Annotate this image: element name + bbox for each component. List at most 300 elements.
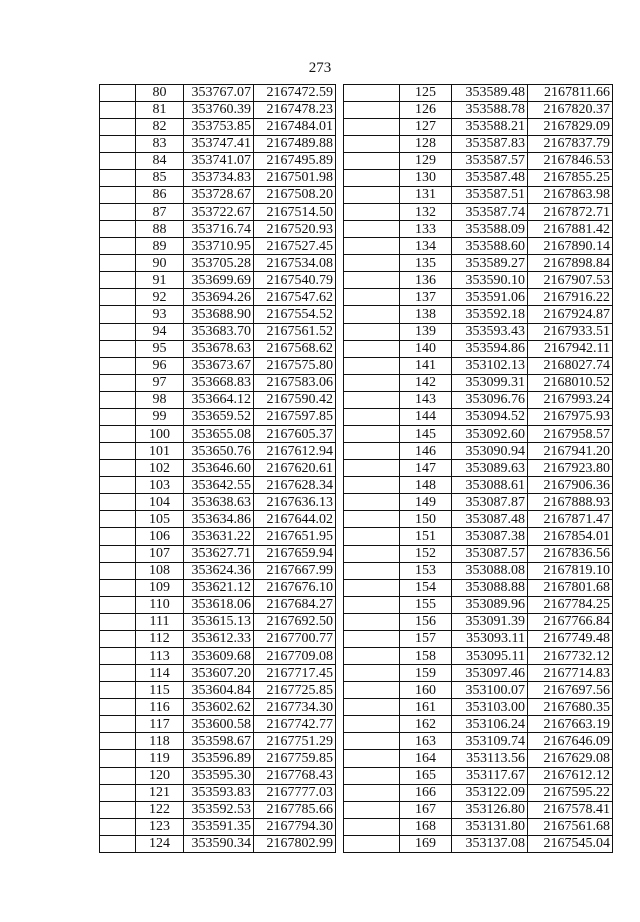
empty-cell [100, 101, 136, 118]
x-coordinate-cell: 353655.08 [184, 425, 254, 442]
x-coordinate-cell: 353668.83 [184, 374, 254, 391]
x-coordinate-cell: 353734.83 [184, 169, 254, 186]
x-coordinate-cell: 353683.70 [184, 323, 254, 340]
y-coordinate-cell: 2167545.04 [528, 835, 613, 852]
y-coordinate-cell: 2167561.52 [254, 323, 336, 340]
table-row [344, 750, 613, 767]
point-number-cell: 98 [136, 391, 184, 408]
table-row [100, 511, 336, 528]
empty-cell [344, 733, 400, 750]
y-coordinate-cell: 2167612.94 [254, 443, 336, 460]
x-coordinate-cell: 353113.56 [452, 750, 528, 767]
table-row [344, 272, 613, 289]
point-number-cell: 122 [136, 801, 184, 818]
y-coordinate-cell: 2167697.56 [528, 682, 613, 699]
table-row [344, 306, 613, 323]
y-coordinate-cell: 2167854.01 [528, 528, 613, 545]
x-coordinate-cell: 353753.85 [184, 118, 254, 135]
point-number-cell: 113 [136, 648, 184, 665]
point-number-cell: 116 [136, 699, 184, 716]
point-number-cell: 157 [400, 630, 452, 647]
point-number-cell: 146 [400, 443, 452, 460]
point-number-cell: 130 [400, 169, 452, 186]
point-number-cell: 106 [136, 528, 184, 545]
empty-cell [100, 801, 136, 818]
empty-cell [344, 579, 400, 596]
x-coordinate-cell: 353587.51 [452, 186, 528, 203]
y-coordinate-cell: 2167534.08 [254, 255, 336, 272]
empty-cell [344, 716, 400, 733]
empty-cell [100, 203, 136, 220]
x-coordinate-cell: 353767.07 [184, 85, 254, 102]
empty-cell [344, 443, 400, 460]
point-number-cell: 150 [400, 511, 452, 528]
x-coordinate-cell: 353087.57 [452, 545, 528, 562]
point-number-cell: 93 [136, 306, 184, 323]
x-coordinate-cell: 353638.63 [184, 494, 254, 511]
table-row [100, 391, 336, 408]
x-coordinate-cell: 353678.63 [184, 340, 254, 357]
y-coordinate-cell: 2167651.95 [254, 528, 336, 545]
empty-cell [100, 750, 136, 767]
table-row [344, 596, 613, 613]
x-coordinate-cell: 353598.67 [184, 733, 254, 750]
table-row [344, 477, 613, 494]
x-coordinate-cell: 353087.48 [452, 511, 528, 528]
y-coordinate-cell: 2167595.22 [528, 784, 613, 801]
table-row [100, 169, 336, 186]
y-coordinate-cell: 2167612.12 [528, 767, 613, 784]
empty-cell [100, 477, 136, 494]
table-row [344, 221, 613, 238]
table-row [100, 238, 336, 255]
point-number-cell: 138 [400, 306, 452, 323]
table-row [100, 306, 336, 323]
empty-cell [100, 682, 136, 699]
y-coordinate-cell: 2167749.48 [528, 630, 613, 647]
table-row [100, 152, 336, 169]
y-coordinate-cell: 2167605.37 [254, 425, 336, 442]
point-number-cell: 143 [400, 391, 452, 408]
x-coordinate-cell: 353102.13 [452, 357, 528, 374]
point-number-cell: 87 [136, 203, 184, 220]
empty-cell [100, 443, 136, 460]
empty-cell [344, 221, 400, 238]
x-coordinate-cell: 353716.74 [184, 221, 254, 238]
empty-cell [344, 203, 400, 220]
x-coordinate-cell: 353624.36 [184, 562, 254, 579]
empty-cell [100, 579, 136, 596]
table-row [344, 716, 613, 733]
table-row [100, 255, 336, 272]
empty-cell [344, 238, 400, 255]
x-coordinate-cell: 353088.61 [452, 477, 528, 494]
point-number-cell: 139 [400, 323, 452, 340]
table-row [100, 186, 336, 203]
point-number-cell: 114 [136, 665, 184, 682]
point-number-cell: 90 [136, 255, 184, 272]
y-coordinate-cell: 2167933.51 [528, 323, 613, 340]
x-coordinate-cell: 353646.60 [184, 460, 254, 477]
table-row [344, 562, 613, 579]
x-coordinate-cell: 353650.76 [184, 443, 254, 460]
table-row [100, 767, 336, 784]
y-coordinate-cell: 2167478.23 [254, 101, 336, 118]
empty-cell [100, 767, 136, 784]
empty-cell [100, 408, 136, 425]
empty-cell [344, 135, 400, 152]
x-coordinate-cell: 353095.11 [452, 648, 528, 665]
empty-cell [344, 408, 400, 425]
x-coordinate-cell: 353103.00 [452, 699, 528, 716]
point-number-cell: 129 [400, 152, 452, 169]
table-row [100, 289, 336, 306]
y-coordinate-cell: 2167732.12 [528, 648, 613, 665]
y-coordinate-cell: 2167734.30 [254, 699, 336, 716]
empty-cell [344, 391, 400, 408]
empty-cell [344, 750, 400, 767]
y-coordinate-cell: 2167628.34 [254, 477, 336, 494]
table-row [100, 340, 336, 357]
x-coordinate-cell: 353096.76 [452, 391, 528, 408]
y-coordinate-cell: 2167837.79 [528, 135, 613, 152]
empty-cell [344, 340, 400, 357]
y-coordinate-cell: 2167540.79 [254, 272, 336, 289]
y-coordinate-cell: 2167578.41 [528, 801, 613, 818]
point-number-cell: 95 [136, 340, 184, 357]
empty-cell [100, 391, 136, 408]
y-coordinate-cell: 2167520.93 [254, 221, 336, 238]
point-number-cell: 163 [400, 733, 452, 750]
y-coordinate-cell: 2167575.80 [254, 357, 336, 374]
empty-cell [344, 818, 400, 835]
y-coordinate-cell: 2167871.47 [528, 511, 613, 528]
point-number-cell: 83 [136, 135, 184, 152]
x-coordinate-cell: 353592.18 [452, 306, 528, 323]
x-coordinate-cell: 353588.60 [452, 238, 528, 255]
table-row [100, 221, 336, 238]
x-coordinate-cell: 353590.34 [184, 835, 254, 852]
y-coordinate-cell: 2167785.66 [254, 801, 336, 818]
empty-cell [344, 596, 400, 613]
point-number-cell: 132 [400, 203, 452, 220]
table-row [100, 545, 336, 562]
empty-cell [100, 255, 136, 272]
y-coordinate-cell: 2167941.20 [528, 443, 613, 460]
x-coordinate-cell: 353097.46 [452, 665, 528, 682]
point-number-cell: 108 [136, 562, 184, 579]
x-coordinate-cell: 353100.07 [452, 682, 528, 699]
point-number-cell: 159 [400, 665, 452, 682]
empty-cell [100, 716, 136, 733]
empty-cell [344, 613, 400, 630]
point-number-cell: 107 [136, 545, 184, 562]
point-number-cell: 126 [400, 101, 452, 118]
y-coordinate-cell: 2167759.85 [254, 750, 336, 767]
empty-cell [100, 545, 136, 562]
x-coordinate-cell: 353087.38 [452, 528, 528, 545]
table-row [100, 682, 336, 699]
point-number-cell: 161 [400, 699, 452, 716]
point-number-cell: 85 [136, 169, 184, 186]
empty-cell [344, 101, 400, 118]
x-coordinate-cell: 353699.69 [184, 272, 254, 289]
table-row [344, 835, 613, 852]
x-coordinate-cell: 353604.84 [184, 682, 254, 699]
table-row [100, 357, 336, 374]
x-coordinate-cell: 353588.09 [452, 221, 528, 238]
point-number-cell: 89 [136, 238, 184, 255]
table-row [344, 425, 613, 442]
table-row [344, 323, 613, 340]
table-row [344, 648, 613, 665]
y-coordinate-cell: 2167667.99 [254, 562, 336, 579]
x-coordinate-cell: 353600.58 [184, 716, 254, 733]
x-coordinate-cell: 353088.08 [452, 562, 528, 579]
y-coordinate-cell: 2167975.93 [528, 408, 613, 425]
table-row [344, 801, 613, 818]
y-coordinate-cell: 2167794.30 [254, 818, 336, 835]
x-coordinate-cell: 353722.67 [184, 203, 254, 220]
point-number-cell: 84 [136, 152, 184, 169]
x-coordinate-cell: 353126.80 [452, 801, 528, 818]
empty-cell [344, 85, 400, 102]
x-coordinate-cell: 353688.90 [184, 306, 254, 323]
table-row [344, 545, 613, 562]
x-coordinate-cell: 353602.62 [184, 699, 254, 716]
point-number-cell: 155 [400, 596, 452, 613]
x-coordinate-cell: 353087.87 [452, 494, 528, 511]
point-number-cell: 99 [136, 408, 184, 425]
table-row [100, 477, 336, 494]
empty-cell [344, 186, 400, 203]
x-coordinate-cell: 353589.48 [452, 85, 528, 102]
empty-cell [344, 784, 400, 801]
x-coordinate-cell: 353627.71 [184, 545, 254, 562]
empty-cell [344, 289, 400, 306]
table-row [344, 169, 613, 186]
y-coordinate-cell: 2167863.98 [528, 186, 613, 203]
x-coordinate-cell: 353099.31 [452, 374, 528, 391]
table-row [100, 613, 336, 630]
point-number-cell: 148 [400, 477, 452, 494]
empty-cell [344, 682, 400, 699]
y-coordinate-cell: 2167709.08 [254, 648, 336, 665]
y-coordinate-cell: 2167663.19 [528, 716, 613, 733]
empty-cell [344, 323, 400, 340]
point-number-cell: 127 [400, 118, 452, 135]
y-coordinate-cell: 2167819.10 [528, 562, 613, 579]
x-coordinate-cell: 353592.53 [184, 801, 254, 818]
y-coordinate-cell: 2167620.61 [254, 460, 336, 477]
table-row [344, 511, 613, 528]
table-row [344, 391, 613, 408]
x-coordinate-cell: 353642.55 [184, 477, 254, 494]
empty-cell [344, 648, 400, 665]
table-row [100, 494, 336, 511]
table-row [344, 699, 613, 716]
x-coordinate-cell: 353587.74 [452, 203, 528, 220]
table-row [100, 699, 336, 716]
point-number-cell: 96 [136, 357, 184, 374]
y-coordinate-cell: 2167714.83 [528, 665, 613, 682]
point-number-cell: 147 [400, 460, 452, 477]
table-row [344, 118, 613, 135]
coordinates-table-right [343, 84, 613, 853]
point-number-cell: 102 [136, 460, 184, 477]
table-row [100, 323, 336, 340]
point-number-cell: 142 [400, 374, 452, 391]
point-number-cell: 97 [136, 374, 184, 391]
empty-cell [344, 511, 400, 528]
y-coordinate-cell: 2167472.59 [254, 85, 336, 102]
point-number-cell: 152 [400, 545, 452, 562]
table-row [344, 85, 613, 102]
point-number-cell: 123 [136, 818, 184, 835]
table-row [344, 733, 613, 750]
table-row [100, 118, 336, 135]
table-row [100, 101, 336, 118]
y-coordinate-cell: 2167923.80 [528, 460, 613, 477]
y-coordinate-cell: 2167958.57 [528, 425, 613, 442]
x-coordinate-cell: 353659.52 [184, 408, 254, 425]
empty-cell [100, 613, 136, 630]
point-number-cell: 136 [400, 272, 452, 289]
y-coordinate-cell: 2167784.25 [528, 596, 613, 613]
y-coordinate-cell: 2167597.85 [254, 408, 336, 425]
table-row [100, 835, 336, 852]
y-coordinate-cell: 2167636.13 [254, 494, 336, 511]
empty-cell [344, 801, 400, 818]
x-coordinate-cell: 353089.63 [452, 460, 528, 477]
table-row [344, 340, 613, 357]
x-coordinate-cell: 353587.83 [452, 135, 528, 152]
table-row [344, 408, 613, 425]
table-row [344, 494, 613, 511]
y-coordinate-cell: 2168027.74 [528, 357, 613, 374]
x-coordinate-cell: 353593.43 [452, 323, 528, 340]
x-coordinate-cell: 353131.80 [452, 818, 528, 835]
x-coordinate-cell: 353589.27 [452, 255, 528, 272]
x-coordinate-cell: 353117.67 [452, 767, 528, 784]
x-coordinate-cell: 353607.20 [184, 665, 254, 682]
y-coordinate-cell: 2167916.22 [528, 289, 613, 306]
table-row [100, 716, 336, 733]
y-coordinate-cell: 2167501.98 [254, 169, 336, 186]
table-row [344, 682, 613, 699]
point-number-cell: 144 [400, 408, 452, 425]
table-row [344, 289, 613, 306]
point-number-cell: 100 [136, 425, 184, 442]
x-coordinate-cell: 353591.06 [452, 289, 528, 306]
empty-cell [344, 169, 400, 186]
y-coordinate-cell: 2167561.68 [528, 818, 613, 835]
empty-cell [100, 118, 136, 135]
table-row [100, 562, 336, 579]
table-row [344, 528, 613, 545]
table-row [344, 255, 613, 272]
page-number: 273 [308, 60, 332, 76]
x-coordinate-cell: 353093.11 [452, 630, 528, 647]
x-coordinate-cell: 353664.12 [184, 391, 254, 408]
coordinates-table-left [99, 84, 336, 853]
empty-cell [344, 152, 400, 169]
point-number-cell: 169 [400, 835, 452, 852]
empty-cell [100, 306, 136, 323]
empty-cell [344, 528, 400, 545]
y-coordinate-cell: 2167527.45 [254, 238, 336, 255]
point-number-cell: 133 [400, 221, 452, 238]
empty-cell [344, 374, 400, 391]
table-row [344, 101, 613, 118]
y-coordinate-cell: 2167888.93 [528, 494, 613, 511]
x-coordinate-cell: 353760.39 [184, 101, 254, 118]
table-row [344, 203, 613, 220]
y-coordinate-cell: 2167644.02 [254, 511, 336, 528]
point-number-cell: 149 [400, 494, 452, 511]
empty-cell [100, 784, 136, 801]
empty-cell [344, 425, 400, 442]
table-row [344, 460, 613, 477]
table-row [100, 750, 336, 767]
point-number-cell: 145 [400, 425, 452, 442]
point-number-cell: 135 [400, 255, 452, 272]
empty-cell [100, 835, 136, 852]
point-number-cell: 134 [400, 238, 452, 255]
y-coordinate-cell: 2167676.10 [254, 579, 336, 596]
point-number-cell: 105 [136, 511, 184, 528]
y-coordinate-cell: 2167484.01 [254, 118, 336, 135]
point-number-cell: 112 [136, 630, 184, 647]
table-row [100, 665, 336, 682]
y-coordinate-cell: 2167646.09 [528, 733, 613, 750]
y-coordinate-cell: 2167820.37 [528, 101, 613, 118]
point-number-cell: 92 [136, 289, 184, 306]
table-row [100, 443, 336, 460]
point-number-cell: 94 [136, 323, 184, 340]
x-coordinate-cell: 353587.57 [452, 152, 528, 169]
table-row [344, 818, 613, 835]
empty-cell [100, 272, 136, 289]
y-coordinate-cell: 2167846.53 [528, 152, 613, 169]
empty-cell [100, 630, 136, 647]
x-coordinate-cell: 353673.67 [184, 357, 254, 374]
y-coordinate-cell: 2167514.50 [254, 203, 336, 220]
y-coordinate-cell: 2167881.42 [528, 221, 613, 238]
y-coordinate-cell: 2167829.09 [528, 118, 613, 135]
empty-cell [100, 648, 136, 665]
y-coordinate-cell: 2167766.84 [528, 613, 613, 630]
point-number-cell: 81 [136, 101, 184, 118]
y-coordinate-cell: 2167583.06 [254, 374, 336, 391]
y-coordinate-cell: 2167495.89 [254, 152, 336, 169]
point-number-cell: 124 [136, 835, 184, 852]
point-number-cell: 86 [136, 186, 184, 203]
empty-cell [100, 511, 136, 528]
table-row [100, 818, 336, 835]
empty-cell [344, 460, 400, 477]
x-coordinate-cell: 353615.13 [184, 613, 254, 630]
table-row [344, 767, 613, 784]
point-number-cell: 165 [400, 767, 452, 784]
table-row [344, 665, 613, 682]
y-coordinate-cell: 2167924.87 [528, 306, 613, 323]
point-number-cell: 160 [400, 682, 452, 699]
table-row [344, 357, 613, 374]
x-coordinate-cell: 353590.10 [452, 272, 528, 289]
point-number-cell: 111 [136, 613, 184, 630]
x-coordinate-cell: 353094.52 [452, 408, 528, 425]
